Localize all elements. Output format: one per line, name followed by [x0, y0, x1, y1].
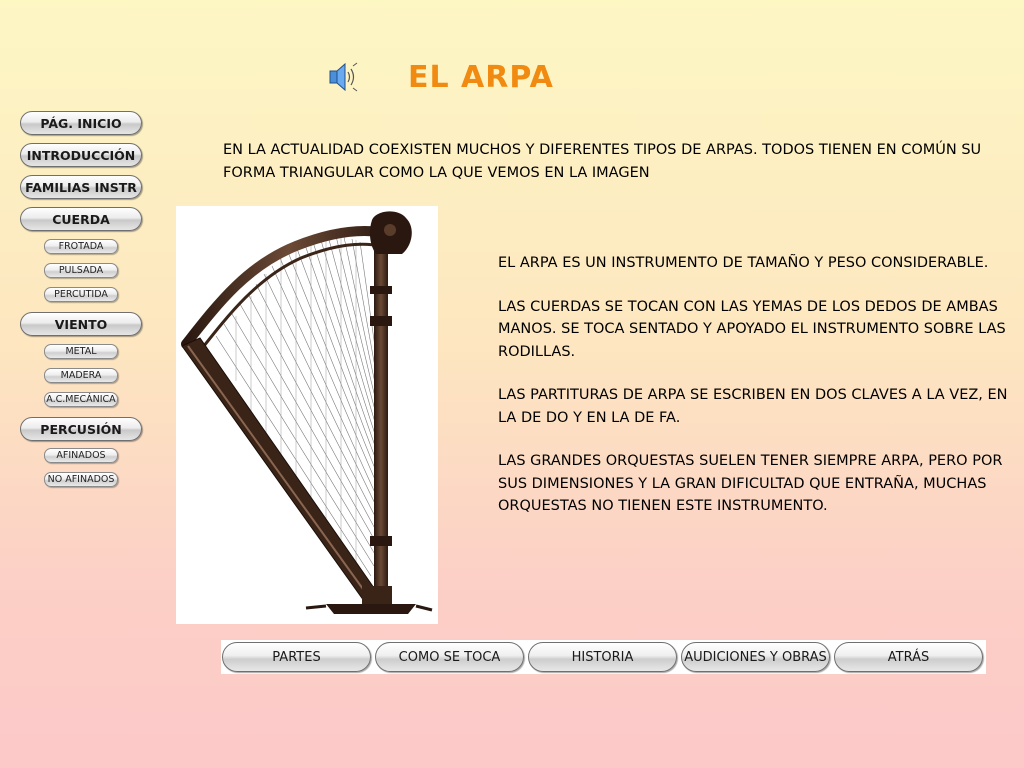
nav-button-viento[interactable]: VIENTO	[20, 312, 142, 336]
como-se-toca-button[interactable]: COMO SE TOCA	[375, 642, 524, 672]
nav-button-familias[interactable]: FAMILIAS INSTR	[20, 175, 142, 199]
paragraph-1: EL ARPA ES UN INSTRUMENTO DE TAMAÑO Y PESO CONSIDERABLE.	[498, 255, 989, 271]
audiciones-button[interactable]: AUDICIONES Y OBRAS	[681, 642, 830, 672]
sub-button-frotada[interactable]: FROTADA	[44, 239, 118, 254]
sub-button-madera[interactable]: MADERA	[44, 368, 118, 383]
sub-button-acmecanica[interactable]: A.C.MECÁNICA	[44, 392, 118, 407]
atras-button[interactable]: ATRÁS	[834, 642, 983, 672]
page-title: EL ARPA	[408, 60, 554, 95]
sub-button-no-afinados[interactable]: NO AFINADOS	[44, 472, 118, 487]
paragraph-4: LAS GRANDES ORQUESTAS SUELEN TENER SIEMPRE ARPA, PERO POR SUS DIMENSIONES Y LA GRAN DIFICULTAD QUE ENTRAÑA, MUCHAS ORQUESTAS NO TIENEN ESTE INSTRUMENTO.	[498, 453, 1003, 514]
historia-button[interactable]: HISTORIA	[528, 642, 677, 672]
description-text	[498, 252, 1008, 539]
sub-button-metal[interactable]: METAL	[44, 344, 118, 359]
sub-button-afinados[interactable]: AFINADOS	[44, 448, 118, 463]
nav-button-introduccion[interactable]: INTRODUCCIÓN	[20, 143, 142, 167]
paragraph-3: LAS PARTITURAS DE ARPA SE ESCRIBEN EN DOS CLAVES A LA VEZ, EN LA DE DO Y EN LA DE FA.	[498, 387, 1008, 426]
nav-button-percusion[interactable]: PERCUSIÓN	[20, 417, 142, 441]
sub-button-pulsada[interactable]: PULSADA	[44, 263, 118, 278]
nav-button-cuerda[interactable]: CUERDA	[20, 207, 142, 231]
sub-button-percutida[interactable]: PERCUTIDA	[44, 287, 118, 302]
nav-button-inicio[interactable]: PÁG. INICIO	[20, 111, 142, 135]
partes-button[interactable]: PARTES	[222, 642, 371, 672]
speaker-icon[interactable]	[326, 60, 360, 94]
intro-text: EN LA ACTUALIDAD COEXISTEN MUCHOS Y DIFERENTES TIPOS DE ARPAS. TODOS TIENEN EN COMÚN SU FORMA TRIANGULAR COMO LA QUE VEMOS EN LA IMAGEN	[223, 142, 982, 181]
harp-image	[176, 206, 438, 624]
paragraph-2: LAS CUERDAS SE TOCAN CON LAS YEMAS DE LOS DEDOS DE AMBAS MANOS. SE TOCA SENTADO Y APOYADO EL INSTRUMENTO SOBRE LAS RODILLAS.	[498, 298, 1006, 360]
